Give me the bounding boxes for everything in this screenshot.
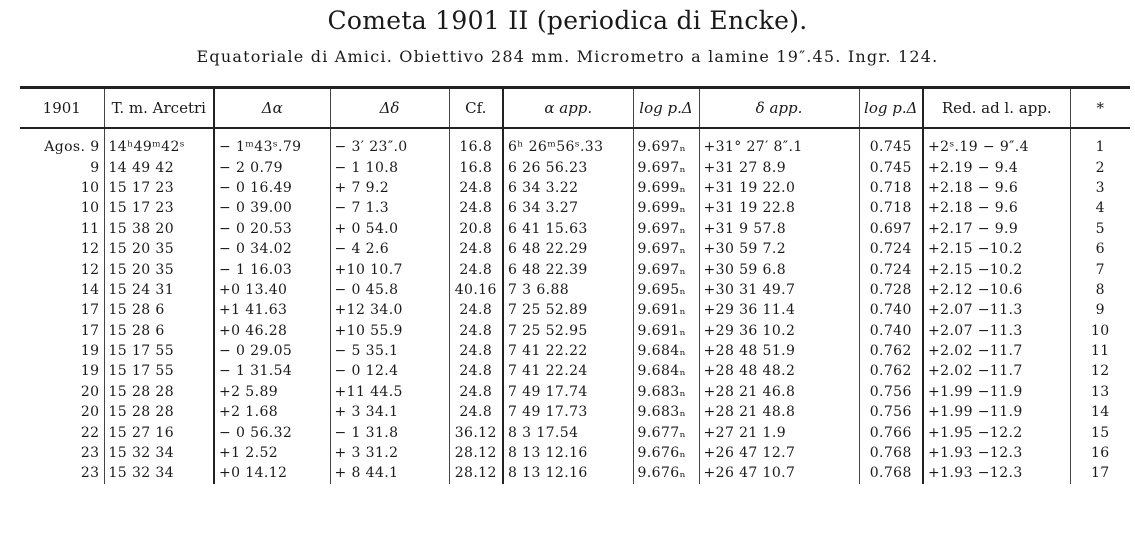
cell-comparisons: 24.8 [449,361,503,381]
cell-comparisons: 24.8 [449,178,503,198]
cell-time: 15 17 55 [104,361,214,381]
cell-star: 17 [1070,463,1130,483]
cell-star: 11 [1070,341,1130,361]
cell-delta-app: +31 9 57.8 [699,219,859,239]
cell-star: 9 [1070,300,1130,320]
cell-date: 20 [80,404,100,421]
cell-time: 15 32 34 [104,463,214,483]
table-row [20,321,1130,341]
cell-log-p-delta-delta: 0.756 [859,382,923,402]
column-header-time: T. m. Arcetri [104,88,214,129]
cell-log-p-delta-alpha: 9.697ₙ [633,259,699,279]
cell-alpha-app: 6 26 56.23 [503,157,633,177]
cell-log-p-delta-delta: 0.724 [859,239,923,259]
table-row [20,178,1130,198]
cell-delta-app: +26 47 12.7 [699,443,859,463]
table-row [20,341,1130,361]
cell-star: 3 [1070,178,1130,198]
cell-date: 19 [80,363,100,380]
cell-time: 15 17 23 [104,178,214,198]
cell-delta-alpha: +0 14.12 [214,463,330,483]
cell-delta-delta: − 1 31.8 [330,422,449,442]
cell-reduction: +2.02 −11.7 [923,361,1070,381]
cell-date: Agos. 9 [44,139,100,156]
cell-delta-app: +30 59 6.8 [699,259,859,279]
cell-reduction: +1.99 −11.9 [923,402,1070,422]
cell-date: 11 [80,220,100,237]
cell-date: 17 [80,322,100,339]
cell-star: 16 [1070,443,1130,463]
column-header-comparisons: Cf. [449,88,503,129]
cell-delta-alpha: − 0 29.05 [214,341,330,361]
cell-comparisons: 36.12 [449,422,503,442]
cell-alpha-app: 8 13 12.16 [503,463,633,483]
cell-comparisons: 24.8 [449,239,503,259]
cell-reduction: +2.18 − 9.6 [923,198,1070,218]
cell-delta-alpha: +1 41.63 [214,300,330,320]
cell-delta-delta: + 8 44.1 [330,463,449,483]
cell-delta-alpha: − 0 20.53 [214,219,330,239]
cell-delta-alpha: +2 5.89 [214,382,330,402]
cell-delta-delta: + 3 34.1 [330,402,449,422]
cell-log-p-delta-alpha: 9.676ₙ [633,443,699,463]
table-row [20,157,1130,177]
cell-alpha-app: 6 34 3.22 [503,178,633,198]
cell-star: 6 [1070,239,1130,259]
cell-delta-delta: +10 10.7 [330,259,449,279]
cell-comparisons: 20.8 [449,219,503,239]
cell-star: 1 [1070,128,1130,157]
cell-star: 12 [1070,361,1130,381]
cell-log-p-delta-alpha: 9.697ₙ [633,157,699,177]
cell-time: 15 38 20 [104,219,214,239]
cell-time: 15 17 55 [104,341,214,361]
cell-delta-alpha: − 0 16.49 [214,178,330,198]
cell-delta-alpha: − 1 31.54 [214,361,330,381]
column-header-date: 1901 [20,88,104,129]
cell-alpha-app: 6 48 22.29 [503,239,633,259]
cell-delta-app: +29 36 10.2 [699,321,859,341]
cell-delta-alpha: +0 13.40 [214,280,330,300]
cell-delta-delta: − 4 2.6 [330,239,449,259]
cell-log-p-delta-alpha: 9.699ₙ [633,198,699,218]
table-row [20,382,1130,402]
cell-date: 20 [80,383,100,400]
cell-star: 15 [1070,422,1130,442]
cell-delta-delta: − 5 35.1 [330,341,449,361]
cell-log-p-delta-alpha: 9.697ₙ [633,219,699,239]
cell-delta-app: +31 19 22.0 [699,178,859,198]
cell-time: 15 28 28 [104,402,214,422]
cell-date: 10 [80,200,100,217]
cell-delta-alpha: +0 46.28 [214,321,330,341]
page-subtitle: Equatoriale di Amici. Obiettivo 284 mm. Micrometro a lamine 19″.45. Ingr. 124. [196,47,939,66]
table-row [20,280,1130,300]
cell-alpha-app: 6 48 22.39 [503,259,633,279]
cell-delta-delta: +11 44.5 [330,382,449,402]
cell-delta-delta: − 1 10.8 [330,157,449,177]
cell-reduction: +1.93 −12.3 [923,443,1070,463]
cell-log-p-delta-delta: 0.768 [859,463,923,483]
cell-log-p-delta-delta: 0.740 [859,300,923,320]
cell-log-p-delta-delta: 0.762 [859,361,923,381]
cell-log-p-delta-delta: 0.756 [859,402,923,422]
cell-delta-app: +30 59 7.2 [699,239,859,259]
cell-delta-alpha: +1 2.52 [214,443,330,463]
cell-time: 15 20 35 [104,239,214,259]
cell-time: 15 28 28 [104,382,214,402]
cell-time: 15 28 6 [104,300,214,320]
cell-delta-app: +27 21 1.9 [699,422,859,442]
cell-delta-delta: − 0 12.4 [330,361,449,381]
cell-delta-delta: + 3 31.2 [330,443,449,463]
cell-alpha-app: 7 3 6.88 [503,280,633,300]
cell-alpha-app: 7 25 52.89 [503,300,633,320]
column-header-log-p-delta-alpha: log p.Δ [633,88,699,129]
observations-table [20,86,1130,484]
cell-alpha-app: 7 49 17.74 [503,382,633,402]
cell-time: 14 49 42 [104,157,214,177]
page-title: Cometa 1901 II (periodica di Encke). [327,6,808,35]
cell-reduction: +1.99 −11.9 [923,382,1070,402]
cell-comparisons: 24.8 [449,259,503,279]
cell-alpha-app: 8 3 17.54 [503,422,633,442]
cell-log-p-delta-delta: 0.768 [859,443,923,463]
cell-reduction: +1.93 −12.3 [923,463,1070,483]
cell-date: 14 [80,281,100,298]
cell-date: 17 [80,302,100,319]
cell-star: 14 [1070,402,1130,422]
cell-date: 19 [80,343,100,360]
column-header-delta-app: δ app. [699,88,859,129]
table-row [20,259,1130,279]
cell-log-p-delta-delta: 0.718 [859,198,923,218]
cell-log-p-delta-delta: 0.745 [859,128,923,157]
cell-date: 12 [80,261,100,278]
cell-log-p-delta-delta: 0.740 [859,321,923,341]
cell-time: 15 28 6 [104,321,214,341]
cell-star: 4 [1070,198,1130,218]
cell-delta-alpha: − 1ᵐ43ˢ.79 [214,128,330,157]
cell-delta-app: +28 21 48.8 [699,402,859,422]
cell-log-p-delta-delta: 0.745 [859,157,923,177]
cell-log-p-delta-alpha: 9.683ₙ [633,402,699,422]
cell-log-p-delta-alpha: 9.683ₙ [633,382,699,402]
cell-delta-alpha: − 0 39.00 [214,198,330,218]
cell-comparisons: 24.8 [449,198,503,218]
cell-comparisons: 28.12 [449,463,503,483]
cell-reduction: +2.17 − 9.9 [923,219,1070,239]
cell-alpha-app: 6ʰ 26ᵐ56ˢ.33 [503,128,633,157]
cell-log-p-delta-alpha: 9.697ₙ [633,128,699,157]
table-row [20,361,1130,381]
cell-log-p-delta-alpha: 9.677ₙ [633,422,699,442]
table-row [20,422,1130,442]
cell-delta-app: +31 27 8.9 [699,157,859,177]
cell-delta-alpha: − 0 56.32 [214,422,330,442]
cell-reduction: +2.02 −11.7 [923,341,1070,361]
cell-log-p-delta-alpha: 9.684ₙ [633,361,699,381]
table-header-row [20,88,1130,129]
cell-log-p-delta-alpha: 9.699ₙ [633,178,699,198]
table-row [20,239,1130,259]
cell-comparisons: 24.8 [449,321,503,341]
cell-alpha-app: 7 49 17.73 [503,402,633,422]
table-row [20,300,1130,320]
cell-log-p-delta-alpha: 9.676ₙ [633,463,699,483]
cell-log-p-delta-alpha: 9.691ₙ [633,321,699,341]
table-row [20,463,1130,483]
cell-delta-alpha: +2 1.68 [214,402,330,422]
cell-time: 14ʰ49ᵐ42ˢ [104,128,214,157]
cell-alpha-app: 7 41 22.24 [503,361,633,381]
cell-delta-delta: + 7 9.2 [330,178,449,198]
cell-log-p-delta-delta: 0.724 [859,259,923,279]
cell-delta-app: +26 47 10.7 [699,463,859,483]
cell-delta-app: +31° 27′ 8″.1 [699,128,859,157]
cell-date: 12 [80,241,100,258]
cell-delta-app: +30 31 49.7 [699,280,859,300]
cell-time: 15 17 23 [104,198,214,218]
cell-comparisons: 24.8 [449,402,503,422]
cell-star: 10 [1070,321,1130,341]
cell-comparisons: 16.8 [449,157,503,177]
cell-date: 10 [80,179,100,196]
cell-alpha-app: 8 13 12.16 [503,443,633,463]
column-header-star: * [1070,88,1130,129]
cell-reduction: +2.07 −11.3 [923,321,1070,341]
cell-log-p-delta-delta: 0.766 [859,422,923,442]
cell-star: 2 [1070,157,1130,177]
cell-log-p-delta-delta: 0.697 [859,219,923,239]
cell-date: 22 [80,424,100,441]
column-header-reduction: Red. ad l. app. [923,88,1070,129]
cell-delta-delta: − 7 1.3 [330,198,449,218]
cell-alpha-app: 7 41 22.22 [503,341,633,361]
cell-star: 8 [1070,280,1130,300]
cell-log-p-delta-delta: 0.718 [859,178,923,198]
cell-log-p-delta-alpha: 9.697ₙ [633,239,699,259]
cell-delta-app: +29 36 11.4 [699,300,859,320]
cell-star: 7 [1070,259,1130,279]
cell-delta-app: +28 21 46.8 [699,382,859,402]
cell-date: 23 [80,465,100,482]
cell-delta-app: +31 19 22.8 [699,198,859,218]
cell-time: 15 20 35 [104,259,214,279]
table-row [20,443,1130,463]
cell-log-p-delta-alpha: 9.695ₙ [633,280,699,300]
cell-log-p-delta-delta: 0.728 [859,280,923,300]
cell-delta-alpha: − 2 0.79 [214,157,330,177]
cell-delta-delta: − 0 45.8 [330,280,449,300]
cell-delta-delta: + 0 54.0 [330,219,449,239]
table-row [20,128,1130,157]
cell-delta-app: +28 48 51.9 [699,341,859,361]
cell-alpha-app: 6 34 3.27 [503,198,633,218]
cell-reduction: +2ˢ.19 − 9″.4 [923,128,1070,157]
column-header-log-p-delta-delta: log p.Δ [859,88,923,129]
cell-comparisons: 24.8 [449,382,503,402]
cell-reduction: +2.15 −10.2 [923,239,1070,259]
table-body [20,128,1130,484]
cell-comparisons: 24.8 [449,300,503,320]
cell-comparisons: 24.8 [449,341,503,361]
cell-reduction: +2.12 −10.6 [923,280,1070,300]
cell-reduction: +2.19 − 9.4 [923,157,1070,177]
cell-log-p-delta-alpha: 9.684ₙ [633,341,699,361]
cell-delta-delta: − 3′ 23″.0 [330,128,449,157]
column-header-delta-delta: Δδ [330,88,449,129]
cell-reduction: +2.18 − 9.6 [923,178,1070,198]
table-row [20,219,1130,239]
cell-delta-alpha: − 0 34.02 [214,239,330,259]
cell-log-p-delta-delta: 0.762 [859,341,923,361]
column-header-delta-alpha: Δα [214,88,330,129]
cell-delta-delta: +10 55.9 [330,321,449,341]
cell-delta-alpha: − 1 16.03 [214,259,330,279]
cell-reduction: +2.15 −10.2 [923,259,1070,279]
cell-time: 15 32 34 [104,443,214,463]
cell-reduction: +1.95 −12.2 [923,422,1070,442]
cell-comparisons: 28.12 [449,443,503,463]
cell-log-p-delta-alpha: 9.691ₙ [633,300,699,320]
cell-star: 5 [1070,219,1130,239]
cell-time: 15 24 31 [104,280,214,300]
cell-star: 13 [1070,382,1130,402]
cell-alpha-app: 6 41 15.63 [503,219,633,239]
cell-time: 15 27 16 [104,422,214,442]
cell-delta-delta: +12 34.0 [330,300,449,320]
cell-date: 23 [80,445,100,462]
cell-delta-app: +28 48 48.2 [699,361,859,381]
cell-reduction: +2.07 −11.3 [923,300,1070,320]
cell-alpha-app: 7 25 52.95 [503,321,633,341]
cell-comparisons: 40.16 [449,280,503,300]
column-header-alpha-app: α app. [503,88,633,129]
cell-comparisons: 16.8 [449,128,503,157]
cell-date: 9 [90,159,100,176]
table-row [20,198,1130,218]
table-row [20,402,1130,422]
